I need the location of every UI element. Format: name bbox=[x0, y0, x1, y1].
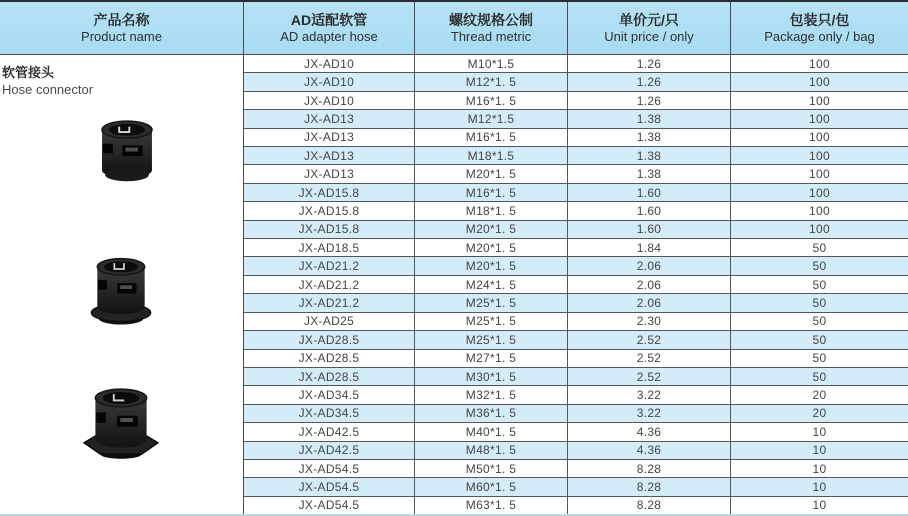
header-adapter-hose bbox=[244, 2, 415, 54]
cell-package-qty: 100 bbox=[809, 185, 830, 200]
cell-thread-metric: M25*1. 5 bbox=[415, 313, 568, 330]
cell-adapter-hose: JX-AD21.2 bbox=[244, 257, 415, 274]
header-unit-price-en: Unit price / only bbox=[604, 28, 694, 44]
cell-package-qty: 50 bbox=[812, 351, 827, 366]
header-thread-metric-en: Thread metric bbox=[450, 28, 532, 44]
cell-thread-metric: M30*1. 5 bbox=[415, 368, 568, 385]
cell-adapter-hose: JX-AD25 bbox=[244, 313, 415, 330]
cell-unit-price: 2.06 bbox=[568, 276, 731, 293]
cell-package-qty: 10 bbox=[812, 480, 827, 495]
header-product-name-cn: 产品名称 bbox=[93, 11, 150, 28]
table-row bbox=[244, 294, 908, 312]
cell-package-qty: 50 bbox=[812, 295, 827, 310]
cell-adapter-hose: JX-AD13 bbox=[244, 147, 415, 164]
cell-thread-metric: M20*1. 5 bbox=[415, 165, 568, 182]
hose-connector-photo-3 bbox=[76, 382, 166, 462]
cell-adapter-hose: JX-AD18.5 bbox=[244, 239, 415, 256]
cell-thread-metric: M12*1. 5 bbox=[415, 73, 568, 90]
cell-unit-price: 3.22 bbox=[568, 405, 731, 422]
product-name-en: Hose connector bbox=[2, 82, 94, 97]
table-row bbox=[244, 497, 908, 514]
cell-adapter-hose: JX-AD13 bbox=[244, 129, 415, 146]
table-row bbox=[244, 147, 908, 165]
cell-unit-price: 1.26 bbox=[568, 55, 731, 72]
cell-thread-metric: M36*1. 5 bbox=[415, 405, 568, 422]
cell-adapter-hose: JX-AD15.8 bbox=[244, 221, 415, 238]
cell-unit-price: 2.52 bbox=[568, 350, 731, 367]
cell-package-qty: 50 bbox=[812, 369, 827, 384]
cell-thread-metric: M48*1. 5 bbox=[415, 442, 568, 459]
table-row bbox=[244, 184, 908, 202]
cell-package-qty: 100 bbox=[809, 56, 830, 71]
cell-thread-metric: M16*1. 5 bbox=[415, 129, 568, 146]
cell-adapter-hose: JX-AD28.5 bbox=[244, 368, 415, 385]
cell-adapter-hose: JX-AD21.2 bbox=[244, 294, 415, 311]
header-thread-metric bbox=[415, 2, 568, 54]
cell-package-qty: 10 bbox=[812, 498, 827, 513]
cell-package-qty: 100 bbox=[809, 148, 830, 163]
cell-unit-price: 1.38 bbox=[568, 147, 731, 164]
cell-package-qty: 100 bbox=[809, 130, 830, 145]
cell-package-qty: 100 bbox=[809, 167, 830, 182]
cell-thread-metric: M20*1. 5 bbox=[415, 221, 568, 238]
cell-unit-price: 2.30 bbox=[568, 313, 731, 330]
cell-adapter-hose: JX-AD34.5 bbox=[244, 386, 415, 403]
cell-thread-metric: M18*1.5 bbox=[415, 147, 568, 164]
cell-package-qty: 100 bbox=[809, 203, 830, 218]
cell-unit-price: 1.84 bbox=[568, 239, 731, 256]
cell-thread-metric: M40*1. 5 bbox=[415, 423, 568, 440]
cell-unit-price: 1.60 bbox=[568, 184, 731, 201]
cell-adapter-hose: JX-AD13 bbox=[244, 165, 415, 182]
cell-package-qty: 100 bbox=[809, 93, 830, 108]
table-row bbox=[244, 386, 908, 404]
header-product-name-en: Product name bbox=[81, 28, 162, 44]
table-rows bbox=[244, 55, 908, 514]
table-row bbox=[244, 368, 908, 386]
cell-thread-metric: M25*1. 5 bbox=[415, 331, 568, 348]
cell-unit-price: 1.26 bbox=[568, 92, 731, 109]
header-package-qty bbox=[731, 2, 908, 54]
cell-adapter-hose: JX-AD28.5 bbox=[244, 350, 415, 367]
cell-unit-price: 1.26 bbox=[568, 73, 731, 90]
cell-thread-metric: M10*1.5 bbox=[415, 55, 568, 72]
cell-unit-price: 8.28 bbox=[568, 497, 731, 514]
table-row bbox=[244, 405, 908, 423]
table-row bbox=[244, 221, 908, 239]
table-row bbox=[244, 478, 908, 496]
cell-unit-price: 2.52 bbox=[568, 331, 731, 348]
cell-adapter-hose: JX-AD21.2 bbox=[244, 276, 415, 293]
cell-unit-price: 2.52 bbox=[568, 368, 731, 385]
cell-package-qty: 50 bbox=[812, 277, 827, 292]
cell-adapter-hose: JX-AD10 bbox=[244, 73, 415, 90]
header-package-qty-en: Package only / bag bbox=[764, 28, 875, 44]
cell-adapter-hose: JX-AD42.5 bbox=[244, 442, 415, 459]
header-product-name bbox=[0, 2, 243, 55]
cell-unit-price: 2.06 bbox=[568, 294, 731, 311]
cell-package-qty: 20 bbox=[812, 406, 827, 421]
cell-unit-price: 1.38 bbox=[568, 165, 731, 182]
table-row bbox=[244, 276, 908, 294]
product-column bbox=[0, 2, 244, 514]
table-row bbox=[244, 239, 908, 257]
cell-adapter-hose: JX-AD54.5 bbox=[244, 478, 415, 495]
table-row bbox=[244, 129, 908, 147]
cell-thread-metric: M16*1. 5 bbox=[415, 184, 568, 201]
cell-package-qty: 50 bbox=[812, 332, 827, 347]
cell-unit-price: 4.36 bbox=[568, 423, 731, 440]
cell-package-qty: 100 bbox=[809, 75, 830, 90]
header-adapter-hose-en: AD adapter hose bbox=[280, 28, 378, 44]
cell-thread-metric: M25*1. 5 bbox=[415, 294, 568, 311]
cell-adapter-hose: JX-AD54.5 bbox=[244, 497, 415, 514]
table-row bbox=[244, 55, 908, 73]
hose-connector-photo-1 bbox=[88, 112, 166, 188]
table-row bbox=[244, 257, 908, 275]
cell-adapter-hose: JX-AD34.5 bbox=[244, 405, 415, 422]
cell-thread-metric: M60*1. 5 bbox=[415, 478, 568, 495]
table-row bbox=[244, 165, 908, 183]
cell-thread-metric: M50*1. 5 bbox=[415, 460, 568, 477]
cell-unit-price: 8.28 bbox=[568, 460, 731, 477]
table-row bbox=[244, 110, 908, 128]
cell-thread-metric: M27*1. 5 bbox=[415, 350, 568, 367]
hose-connector-photo-2 bbox=[84, 250, 158, 328]
product-name-cn: 软管接头 bbox=[2, 65, 55, 80]
cell-thread-metric: M20*1. 5 bbox=[415, 257, 568, 274]
table-row bbox=[244, 92, 908, 110]
table-row bbox=[244, 73, 908, 91]
table-row bbox=[244, 442, 908, 460]
cell-thread-metric: M12*1.5 bbox=[415, 110, 568, 127]
cell-package-qty: 50 bbox=[812, 240, 827, 255]
header-adapter-hose-cn: AD适配软管 bbox=[290, 11, 368, 28]
cell-adapter-hose: JX-AD10 bbox=[244, 92, 415, 109]
cell-unit-price: 1.60 bbox=[568, 202, 731, 219]
cell-thread-metric: M16*1. 5 bbox=[415, 92, 568, 109]
table-row bbox=[244, 202, 908, 220]
table-row bbox=[244, 350, 908, 368]
cell-unit-price: 8.28 bbox=[568, 478, 731, 495]
cell-thread-metric: M18*1. 5 bbox=[415, 202, 568, 219]
table-header-row bbox=[244, 2, 908, 55]
cell-unit-price: 4.36 bbox=[568, 442, 731, 459]
cell-adapter-hose: JX-AD28.5 bbox=[244, 331, 415, 348]
cell-thread-metric: M32*1. 5 bbox=[415, 386, 568, 403]
cell-thread-metric: M24*1. 5 bbox=[415, 276, 568, 293]
cell-adapter-hose: JX-AD10 bbox=[244, 55, 415, 72]
cell-adapter-hose: JX-AD54.5 bbox=[244, 460, 415, 477]
cell-adapter-hose: JX-AD15.8 bbox=[244, 202, 415, 219]
header-unit-price bbox=[568, 2, 731, 54]
cell-thread-metric: M20*1. 5 bbox=[415, 239, 568, 256]
cell-package-qty: 10 bbox=[812, 461, 827, 476]
header-package-qty-cn: 包装只/包 bbox=[789, 11, 850, 28]
cell-package-qty: 50 bbox=[812, 314, 827, 329]
table-row bbox=[244, 313, 908, 331]
cell-thread-metric: M63*1. 5 bbox=[415, 497, 568, 514]
cell-unit-price: 2.06 bbox=[568, 257, 731, 274]
header-unit-price-cn: 单价元/只 bbox=[619, 11, 679, 28]
cell-package-qty: 100 bbox=[809, 222, 830, 237]
cell-package-qty: 50 bbox=[812, 259, 827, 274]
cell-unit-price: 3.22 bbox=[568, 386, 731, 403]
cell-unit-price: 1.60 bbox=[568, 221, 731, 238]
cell-adapter-hose: JX-AD15.8 bbox=[244, 184, 415, 201]
cell-package-qty: 10 bbox=[812, 424, 827, 439]
table-row bbox=[244, 460, 908, 478]
cell-adapter-hose: JX-AD42.5 bbox=[244, 423, 415, 440]
cell-adapter-hose: JX-AD13 bbox=[244, 110, 415, 127]
header-thread-metric-cn: 螺纹规格公制 bbox=[449, 11, 533, 28]
cell-package-qty: 100 bbox=[809, 111, 830, 126]
cell-unit-price: 1.38 bbox=[568, 110, 731, 127]
product-label bbox=[2, 64, 93, 98]
table-row bbox=[244, 423, 908, 441]
cell-package-qty: 10 bbox=[812, 443, 827, 458]
data-columns bbox=[244, 2, 908, 514]
table-row bbox=[244, 331, 908, 349]
cell-package-qty: 20 bbox=[812, 388, 827, 403]
cell-unit-price: 1.38 bbox=[568, 129, 731, 146]
